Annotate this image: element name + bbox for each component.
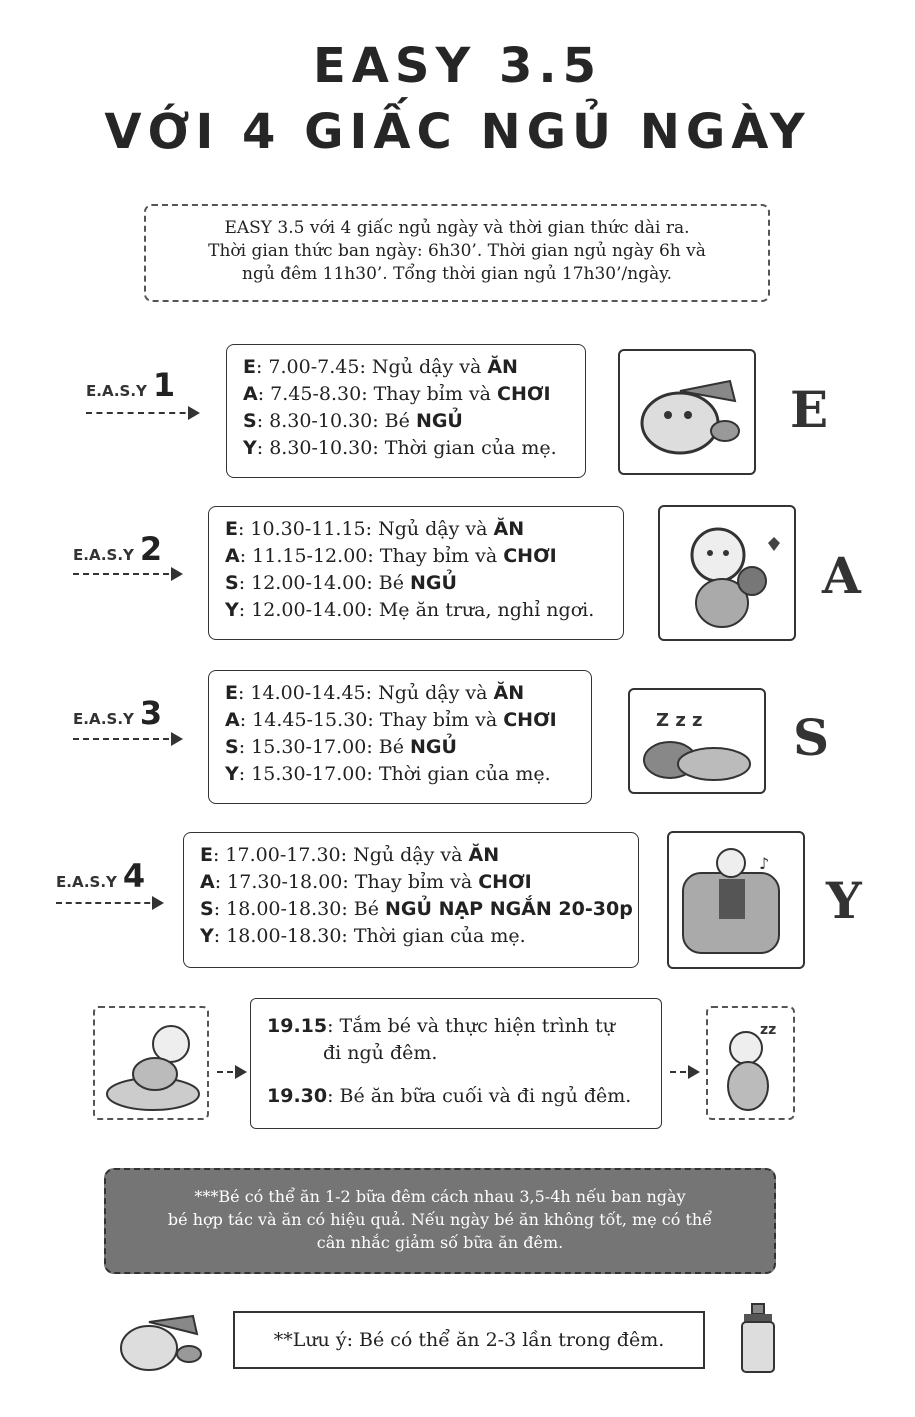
arrow-1 <box>86 412 196 414</box>
easy-label-2: E.A.S.Y 2 <box>73 530 163 568</box>
baby-eating-icon <box>618 349 756 475</box>
arrow-4 <box>56 902 160 904</box>
schedule-box-1: E: 7.00-7.45: Ngủ dậy và ĂN A: 7.45-8.30: Thay bỉm và CHƠI S: 8.30-10.30: Bé NGỦ Y: 8.30-10.30: Thời gian của mẹ. <box>226 344 586 478</box>
arrow-2 <box>73 573 179 575</box>
schedule-box-2: E: 10.30-11.15: Ngủ dậy và ĂN A: 11.15-12.00: Thay bỉm và CHƠI S: 12.00-14.00: Bé NGỦ Y: 12.00-14.00: Mẹ ăn trưa, nghỉ ngơi. <box>208 506 624 640</box>
baby-teddy-icon <box>658 505 796 641</box>
baby-eating-icon <box>105 1300 209 1380</box>
letter-y: Y <box>826 871 862 930</box>
mother-reading-icon <box>667 831 805 969</box>
swaddled-baby-icon <box>706 1006 795 1120</box>
night-feeding-note: ***Bé có thể ăn 1-2 bữa đêm cách nhau 3,5-4h nếu ban ngày bé hợp tác và ăn có hiệu quả. Nếu ngày bé ăn không tốt, mẹ có thể cân nhắc giảm số bữa ăn đêm. <box>104 1168 776 1274</box>
arrow-to-bedtime <box>217 1071 243 1073</box>
baby-bottle-icon <box>736 1300 780 1376</box>
schedule-box-3: E: 14.00-14.45: Ngủ dậy và ĂN A: 14.45-15.30: Thay bỉm và CHƠI S: 15.30-17.00: Bé NGỦ Y: 15.30-17.00: Thời gian của mẹ. <box>208 670 592 804</box>
intro-line: EASY 3.5 với 4 giấc ngủ ngày và thời gian thức dài ra. <box>224 218 690 238</box>
baby-sleeping-icon <box>628 688 766 794</box>
letter-a: A <box>822 546 861 605</box>
intro-box <box>144 204 770 302</box>
letter-e: E <box>790 380 829 439</box>
svg-text:♪: ♪ <box>759 854 770 873</box>
reminder-note: **Lưu ý: Bé có thể ăn 2-3 lần trong đêm. <box>233 1311 705 1369</box>
svg-text:zz: zz <box>760 1022 777 1038</box>
intro-line: ngủ đêm 11h30’. Tổng thời gian ngủ 17h30’/ngày. <box>242 264 672 284</box>
bedtime-box: 19.15: Tắm bé và thực hiện trình tự đi ngủ đêm. 19.30: Bé ăn bữa cuối và đi ngủ đêm. <box>250 998 662 1129</box>
svg-text:Z z z: Z z z <box>656 710 703 731</box>
baby-bath-icon <box>93 1006 209 1120</box>
easy-label-4: E.A.S.Y 4 <box>56 857 146 895</box>
arrow-3 <box>73 738 179 740</box>
arrow-from-bedtime <box>670 1071 696 1073</box>
page-title-line1: EASY 3.5 <box>312 38 602 94</box>
schedule-box-4: E: 17.00-17.30: Ngủ dậy và ĂN A: 17.30-18.00: Thay bỉm và CHƠI S: 18.00-18.30: Bé NGỦ NẠP NGẮN 20-30p Y: 18.00-18.30: Thời gian của mẹ. <box>183 832 639 968</box>
intro-line: Thời gian thức ban ngày: 6h30’. Thời gian ngủ ngày 6h và <box>208 241 706 261</box>
easy-label-1: E.A.S.Y 1 <box>86 366 176 404</box>
easy-label-3: E.A.S.Y 3 <box>73 694 163 732</box>
letter-s: S <box>793 708 830 767</box>
page-title-line2: VỚI 4 GIẤC NGỦ NGÀY <box>104 104 811 160</box>
